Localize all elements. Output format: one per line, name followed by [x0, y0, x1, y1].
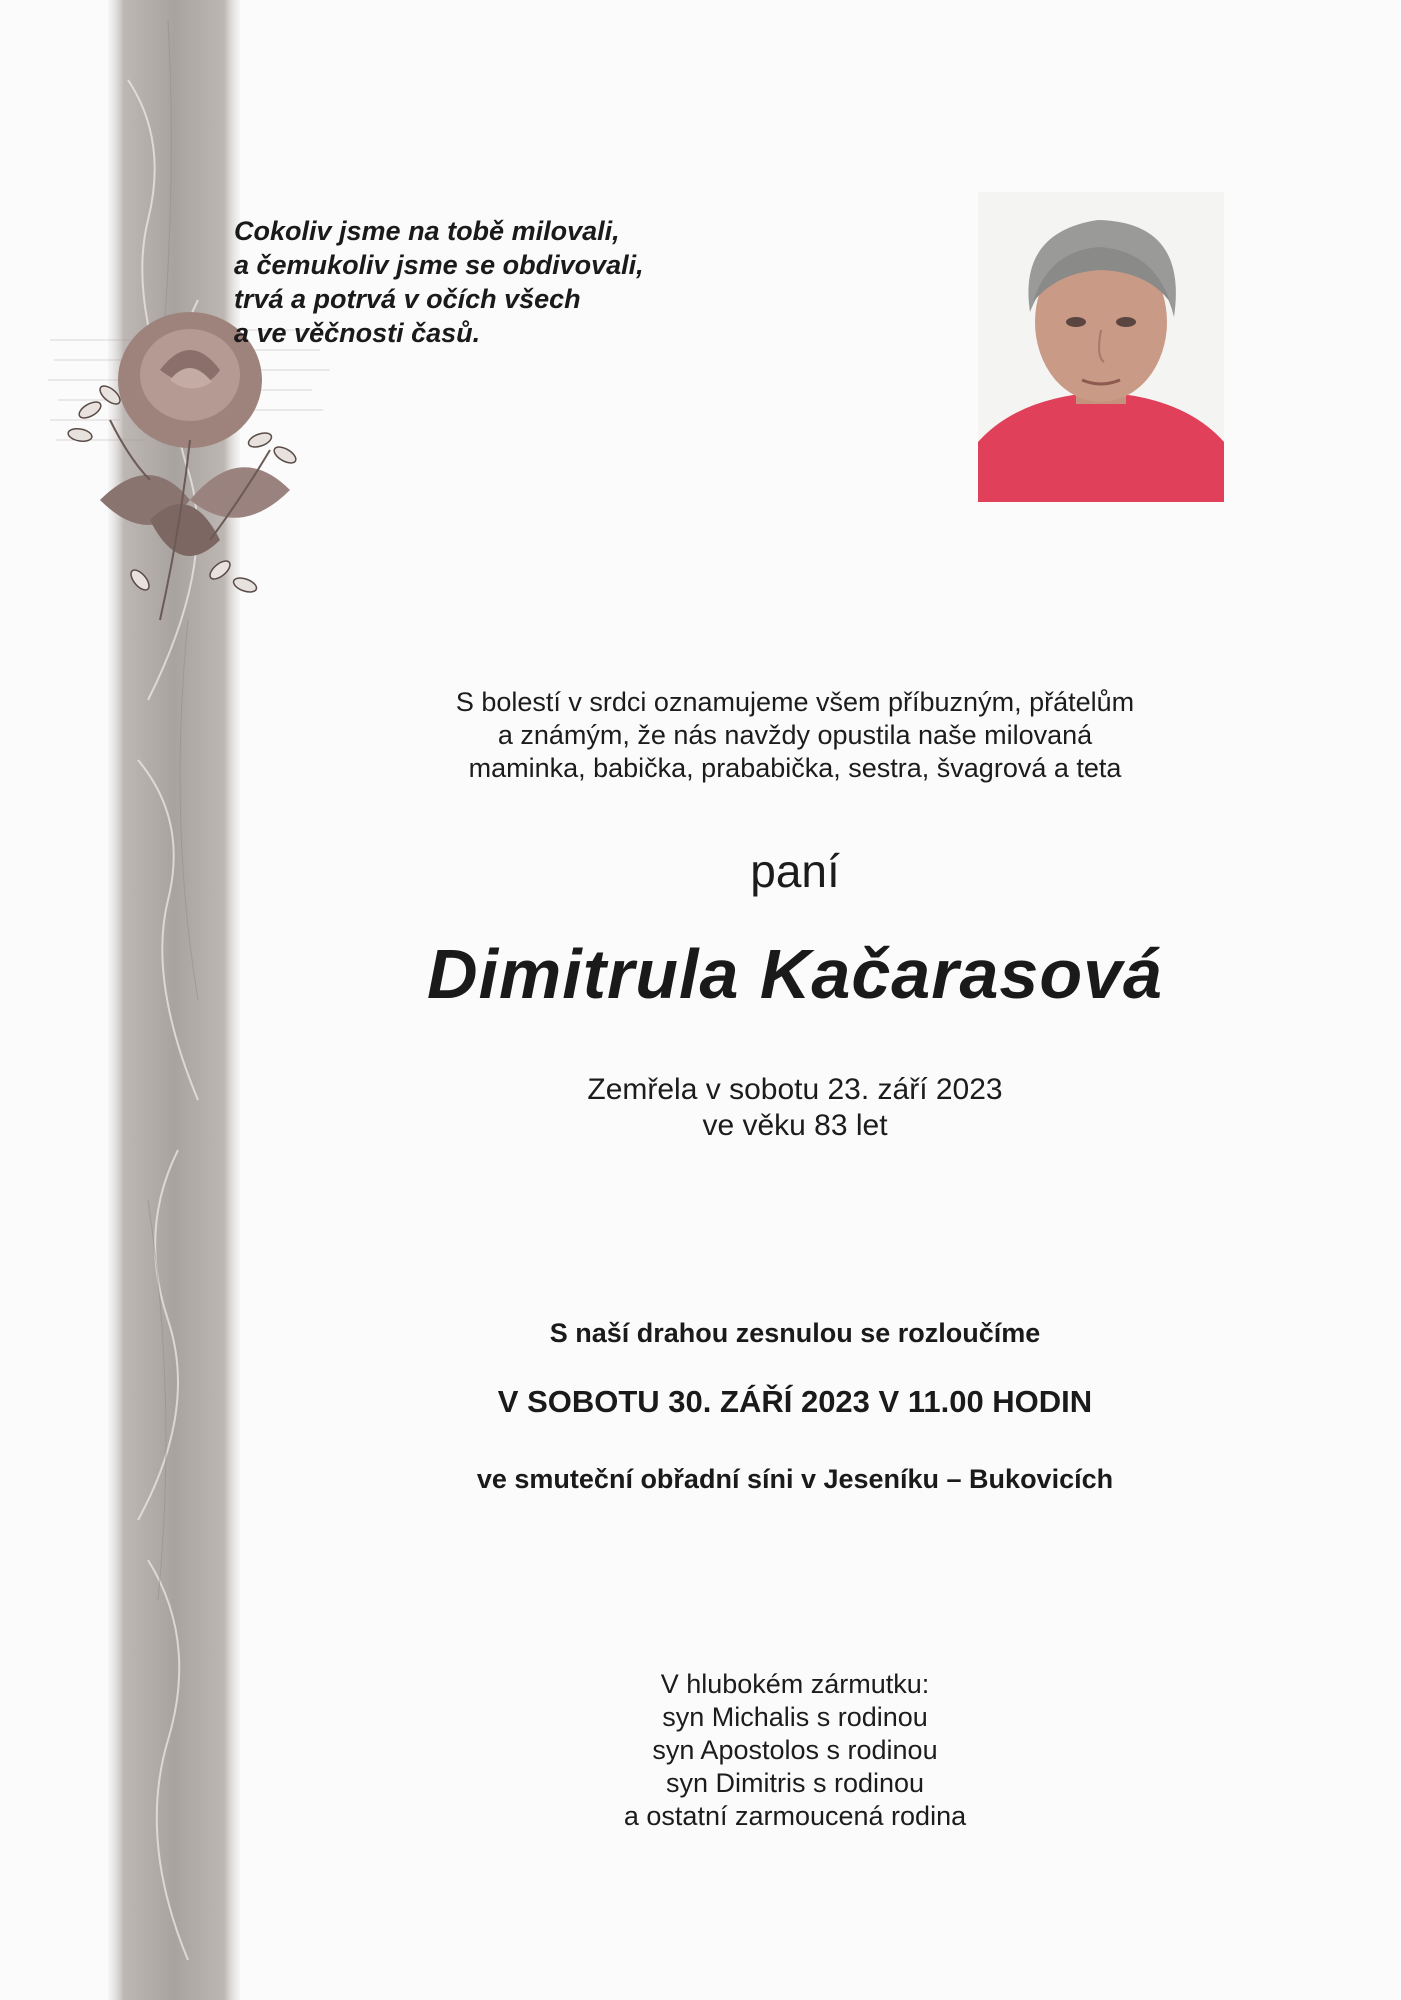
memorial-quote — [234, 214, 854, 350]
quote-line: a čemukoliv jsme se obdivovali, — [234, 250, 644, 280]
announcement-line: S bolestí v srdci oznamujeme všem příbuzným, přátelům — [455, 687, 1135, 717]
quote-line: trvá a potrvá v očích všech — [234, 284, 581, 314]
announcement-line: maminka, babička, prababička, sestra, švagrová a teta — [468, 753, 1122, 783]
death-info — [320, 1072, 1270, 1144]
farewell-text: S naší drahou zesnulou se rozloučíme — [549, 1318, 1041, 1348]
mourner-line: a ostatní zarmoucená rodina — [623, 1801, 967, 1831]
mourner-line: V hlubokém zármutku: — [660, 1669, 930, 1699]
death-line: ve věku 83 let — [702, 1109, 888, 1142]
mourners-list — [320, 1668, 1270, 1833]
funeral-place: ve smuteční obřadní síni v Jeseníku – Bukovicích — [476, 1464, 1114, 1494]
funeral-datetime: V SOBOTU 30. ZÁŘÍ 2023 V 11.00 HODIN — [497, 1384, 1093, 1419]
mourner-line: syn Michalis s rodinou — [662, 1702, 928, 1732]
deceased-name: Dimitrula Kačarasová — [427, 935, 1163, 1013]
quote-line: a ve věčnosti časů. — [234, 318, 481, 348]
death-line: Zemřela v sobotu 23. září 2023 — [587, 1073, 1003, 1106]
announcement-text — [320, 686, 1270, 785]
announcement-line: a známým, že nás navždy opustila naše milovaná — [497, 720, 1093, 750]
mourner-line: syn Apostolos s rodinou — [652, 1735, 938, 1765]
portrait-photo — [978, 192, 1224, 502]
portrait-image — [978, 192, 1224, 502]
title-word: paní — [750, 845, 840, 897]
quote-line: Cokoliv jsme na tobě milovali, — [234, 216, 620, 246]
mourner-line: syn Dimitris s rodinou — [665, 1768, 925, 1798]
